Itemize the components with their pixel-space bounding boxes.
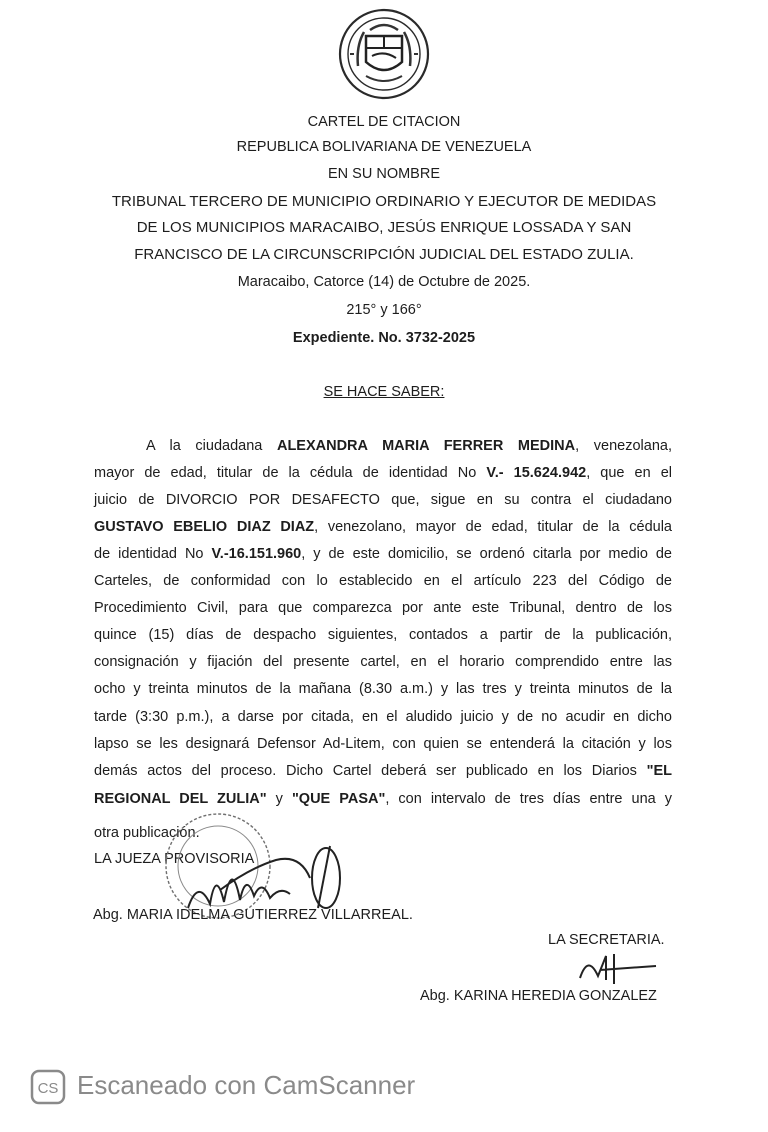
body-line-15: otra publicación. [94, 825, 200, 841]
secretary-title: LA SECRETARIA. [548, 932, 665, 948]
body-line-11: tarde (3:30 p.m.), a darse por citada, en el aludido juicio y de no acudir en dicho [94, 709, 672, 725]
expediente-number: Expediente. No. 3732-2025 [292, 330, 476, 346]
body-text: , venezolano, mayor de edad, titular de la cédula [314, 519, 672, 535]
coat-of-arms-seal [336, 6, 432, 102]
citizen-name: ALEXANDRA MARIA FERRER MEDINA [276, 438, 576, 454]
newspaper-name: "EL [646, 763, 672, 779]
body-line-13 [94, 761, 672, 781]
body-line-1 [146, 436, 672, 456]
body-text: demás actos del proceso. Dicho Cartel deberá ser publicado en los Diarios [94, 763, 647, 779]
body-text: de identidad No [94, 546, 212, 562]
citizen-id: V.- 15.624.942 [486, 465, 587, 481]
case-type: DIVORCIO POR DESAFECTO [165, 492, 380, 508]
body-text: que, sigue en su contra el ciudadano [379, 492, 672, 508]
newspaper-name: REGIONAL DEL ZULIA" [94, 791, 267, 807]
tribunal-line-2: DE LOS MUNICIPIOS MARACAIBO, JESÚS ENRIQUE LOSSADA Y SAN [136, 219, 632, 236]
body-line-9: consignación y fijación del presente cartel, en el horario comprendido entre las [94, 654, 672, 670]
body-line-5 [94, 544, 672, 564]
body-text: juicio de [94, 492, 166, 508]
body-text: , y de este domicilio, se ordenó citarla por medio de [301, 546, 673, 562]
date-line: Maracaibo, Catorce (14) de Octubre de 2025. [237, 274, 531, 290]
body-line-3 [94, 490, 672, 510]
body-text: y [266, 791, 292, 807]
judge-title: LA JUEZA PROVISORIA [94, 851, 255, 867]
en-su-nombre-line: EN SU NOMBRE [328, 166, 440, 182]
body-text: A la ciudadana [146, 438, 277, 454]
secretary-signature [570, 948, 660, 988]
notice-heading: SE HACE SABER: [323, 384, 445, 400]
body-text: mayor de edad, titular de la cédula de identidad No [94, 465, 487, 481]
plaintiff-id: V.-16.151.960 [211, 546, 302, 562]
document-title: CARTEL DE CITACION [307, 114, 461, 130]
body-text: , con intervalo de tres días entre una y [385, 791, 672, 807]
newspaper-name: "QUE PASA" [291, 791, 386, 807]
body-line-12: lapso se les designará Defensor Ad-Litem, con quien se entenderá la citación y los [94, 736, 672, 752]
tribunal-line-1: TRIBUNAL TERCERO DE MUNICIPIO ORDINARIO Y EJECUTOR DE MEDIDAS [111, 193, 657, 210]
republic-line: REPUBLICA BOLIVARIANA DE VENEZUELA [236, 139, 532, 155]
body-text: , venezolana, [575, 438, 672, 454]
body-line-4 [94, 517, 672, 537]
camscanner-logo-icon [30, 1069, 66, 1105]
judge-name: Abg. MARIA IDELMA GUTIERREZ VILLARREAL. [93, 907, 413, 923]
plaintiff-name: GUSTAVO EBELIO DIAZ DIAZ [94, 519, 315, 535]
tribunal-line-3: FRANCISCO DE LA CIRCUNSCRIPCIÓN JUDICIAL DEL ESTADO ZULIA. [134, 246, 634, 263]
secretary-name: Abg. KARINA HEREDIA GONZALEZ [420, 988, 657, 1004]
body-line-8: quince (15) días de despacho siguientes, contados a partir de la publicación, [94, 627, 672, 643]
camscanner-logo-text: CS [37, 1080, 59, 1097]
camscanner-watermark: Escaneado con CamScanner [77, 1070, 416, 1100]
body-line-7: Procedimiento Civil, para que comparezca por ante este Tribunal, dentro de los [94, 600, 672, 616]
body-line-10: ocho y treinta minutos de la mañana (8.30 a.m.) y las tres y treinta minutos de la [94, 681, 672, 697]
body-line-6: Carteles, de conformidad con lo establecido en el artículo 223 del Código de [94, 573, 672, 589]
years-line: 215° y 166° [346, 302, 422, 318]
body-line-2 [94, 463, 672, 483]
body-text: , que en el [586, 465, 673, 481]
